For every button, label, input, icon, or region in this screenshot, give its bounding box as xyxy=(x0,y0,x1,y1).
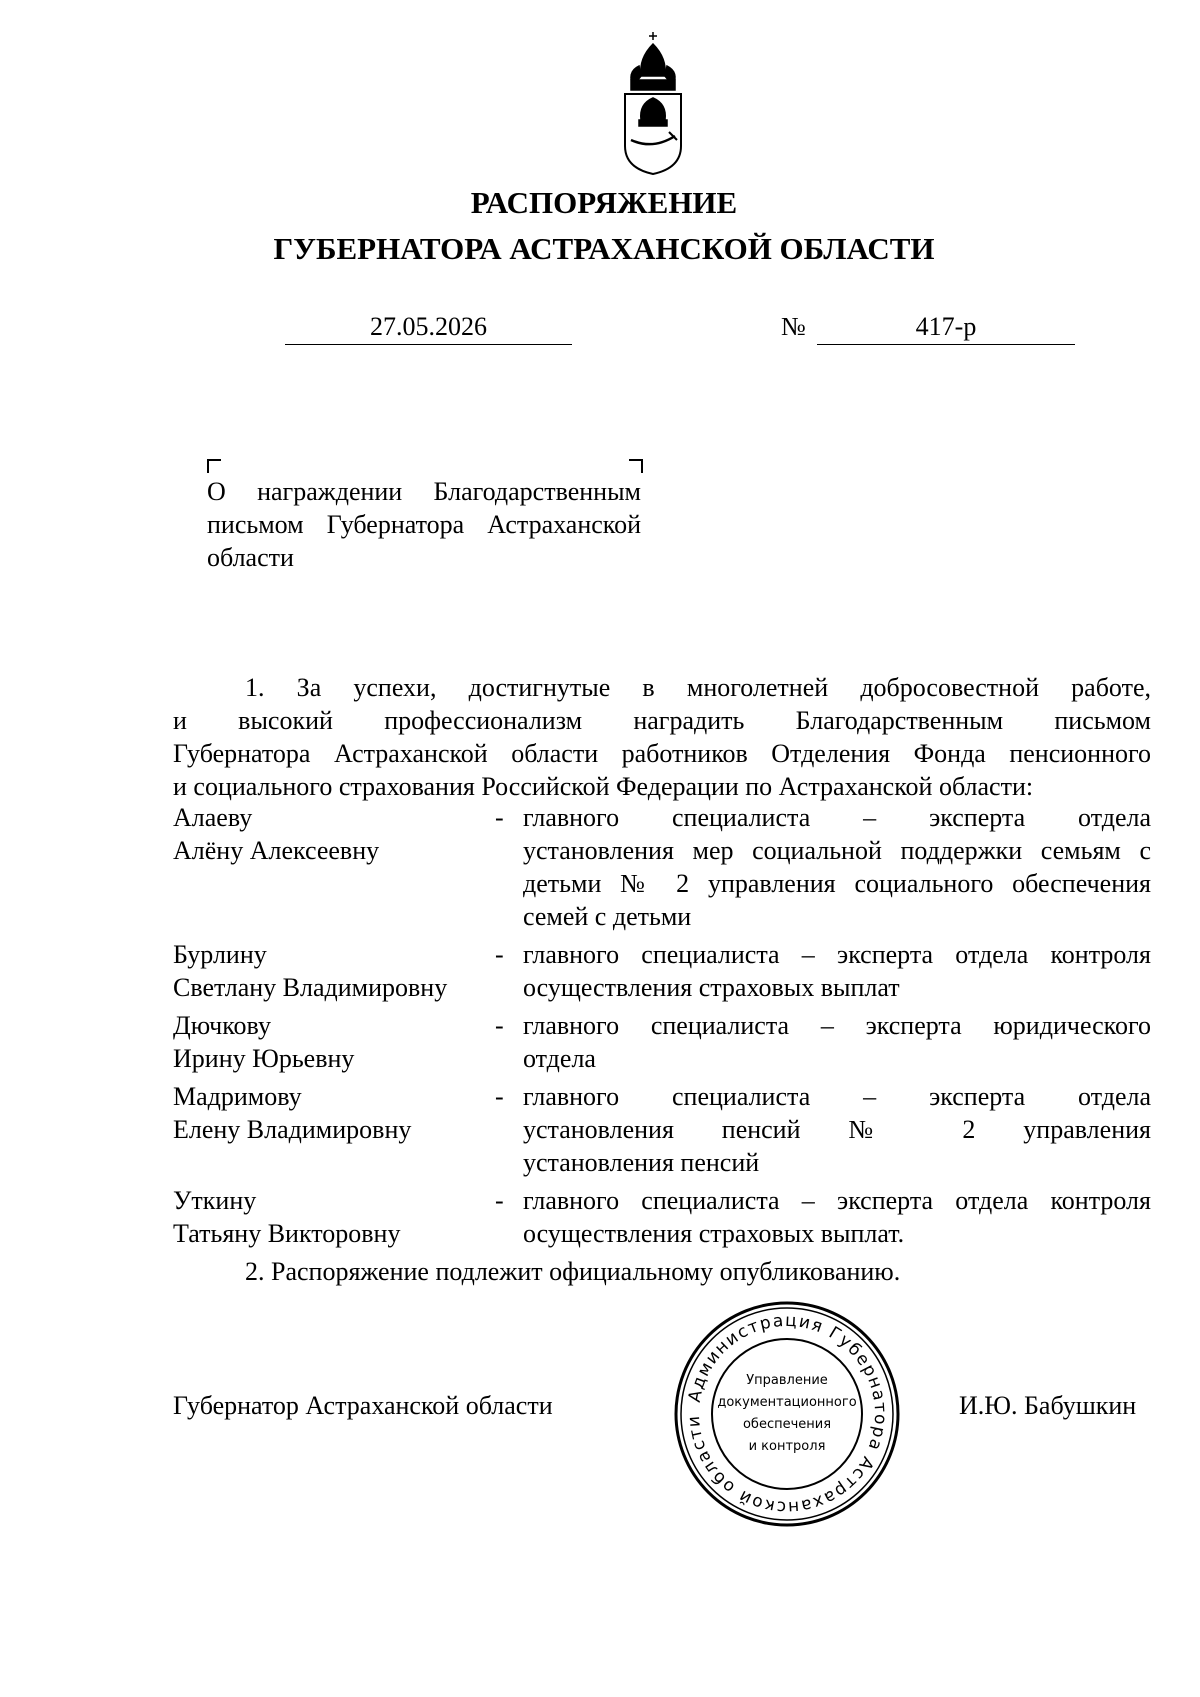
awardee-row xyxy=(173,938,1151,1004)
position-line: установления мер социальной поддержки семьям с xyxy=(523,836,1151,865)
dash: - xyxy=(495,1082,504,1111)
awardee-surname: Уткину xyxy=(173,1186,257,1215)
issuer-title: ГУБЕРНАТОРА АСТРАХАНСКОЙ ОБЛАСТИ xyxy=(273,231,935,266)
coat-of-arms-icon xyxy=(613,28,693,178)
awardee-position xyxy=(523,1184,1151,1250)
paragraph-line: 1. За успехи, достигнутые в многолетней добросовестной работе, xyxy=(245,673,1151,702)
stamp-inner-ring xyxy=(712,1339,862,1489)
paragraph-2: 2. Распоряжение подлежит официальному опубликованию. xyxy=(245,1257,901,1286)
position-line: семей с детьми xyxy=(523,902,692,931)
position-line: главного специалиста – эксперта отдела контроля xyxy=(523,940,1151,969)
awardee-position xyxy=(523,938,1151,1004)
document-number: 417-р xyxy=(817,310,1075,345)
position-line: установления пенсий № 2 управления xyxy=(523,1115,1151,1144)
subject-corner-right xyxy=(629,459,643,473)
document-subject xyxy=(207,475,641,574)
awardee-given-names: Елену Владимировну xyxy=(173,1115,412,1144)
subject-line: О награждении Благодарственным xyxy=(207,477,641,506)
dash: - xyxy=(495,803,504,832)
position-line: главного специалиста – эксперта юридического xyxy=(523,1011,1151,1040)
official-stamp xyxy=(672,1299,902,1529)
awardee-given-names: Ирину Юрьевну xyxy=(173,1044,355,1073)
awardee-row xyxy=(173,801,1151,933)
dash: - xyxy=(495,940,504,969)
signatory-position: Губернатор Астраханской области xyxy=(173,1391,553,1420)
awardee-position xyxy=(523,1080,1151,1179)
signatory-name: И.Ю. Бабушкин xyxy=(959,1391,1137,1420)
awardee-name xyxy=(173,1009,495,1075)
awardee-surname: Бурлину xyxy=(173,940,267,969)
awardee-name xyxy=(173,801,495,933)
awardee-name xyxy=(173,1080,495,1179)
position-line: установления пенсий xyxy=(523,1148,760,1177)
awardee-given-names: Татьяну Викторовну xyxy=(173,1219,401,1248)
stamp-center-line: Управление xyxy=(746,1373,828,1388)
awardee-row xyxy=(173,1080,1151,1179)
awardee-given-names: Светлану Владимировну xyxy=(173,973,448,1002)
position-line: главного специалиста – эксперта отдела контроля xyxy=(523,1186,1151,1215)
paragraph-1 xyxy=(173,671,1151,803)
subject-line: письмом Губернатора Астраханской xyxy=(207,510,641,539)
paragraph-line: Губернатора Астраханской области работников Отделения Фонда пенсионного xyxy=(173,739,1151,768)
stamp-center-line: и контроля xyxy=(748,1439,826,1454)
position-line: отдела xyxy=(523,1044,596,1073)
document-type-title: РАСПОРЯЖЕНИЕ xyxy=(470,185,738,220)
awardee-given-names: Алёну Алексеевну xyxy=(173,836,380,865)
awardee-row xyxy=(173,1009,1151,1075)
number-sign: № xyxy=(781,312,806,341)
position-line: детьми № 2 управления социального обеспечения xyxy=(523,869,1151,898)
paragraph-line: и социального страхования Российской Федерации по Астраханской области: xyxy=(173,772,1034,801)
position-line: осуществления страховых выплат. xyxy=(523,1219,905,1248)
document-date: 27.05.2026 xyxy=(285,310,572,345)
stamp-ring-text: Администрация Губернатора Астраханской области xyxy=(683,1310,891,1518)
awardee-position xyxy=(523,1009,1151,1075)
awardee-position xyxy=(523,801,1151,933)
awardee-surname: Мадримову xyxy=(173,1082,302,1111)
awardee-name xyxy=(173,938,495,1004)
awardee-list xyxy=(173,801,1151,1255)
paragraph-line: и высокий профессионализм наградить Благодарственным письмом xyxy=(173,706,1151,735)
stamp-center-line: документационного xyxy=(717,1395,857,1410)
dash: - xyxy=(495,1011,504,1040)
awardee-name xyxy=(173,1184,495,1250)
stamp-center-line: обеспечения xyxy=(742,1417,832,1432)
stamp-outer-ring xyxy=(676,1303,898,1525)
subject-line: области xyxy=(207,543,294,572)
awardee-surname: Алаеву xyxy=(173,803,253,832)
awardee-row xyxy=(173,1184,1151,1250)
position-line: осуществления страховых выплат xyxy=(523,973,900,1002)
dash: - xyxy=(495,1186,504,1215)
position-line: главного специалиста – эксперта отдела xyxy=(523,1082,1151,1111)
position-line: главного специалиста – эксперта отдела xyxy=(523,803,1151,832)
awardee-surname: Дючкову xyxy=(173,1011,271,1040)
subject-corner-left xyxy=(207,459,221,473)
